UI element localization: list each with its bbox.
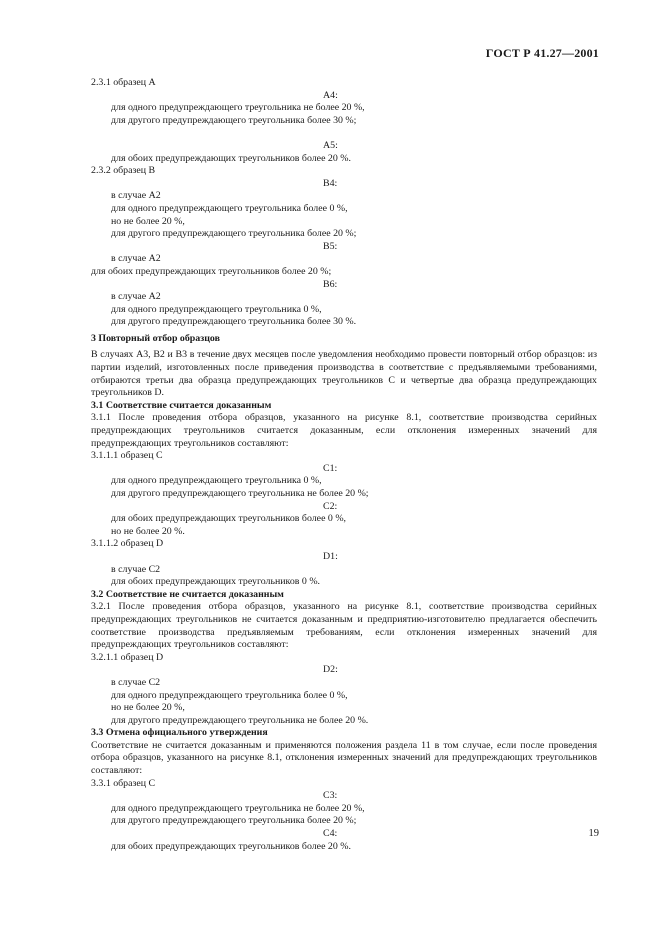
condition-line: для одного предупреждающего треугольника не более 20 %,	[111, 802, 365, 814]
condition-line: но не более 20 %.	[111, 525, 185, 537]
condition-line: для другого предупреждающего треугольника более 20 %;	[111, 228, 357, 240]
case-label: С3:	[323, 790, 338, 802]
paragraph: 3.2.1 После проведения отбора образцов, указанного на рисунке 8.1, соответствие производства серийных предупреждающих треугольников не считается доказанным и предприятию-изготовителю предлагается обеспечить соответствие производства предъявляемым требованиям, если отклонения измеренных значений для предупреждающих треугольников составляют:	[91, 601, 597, 651]
clause-heading: 2.3.1 образец А	[91, 77, 156, 88]
condition-line: для обоих предупреждающих треугольников более 0 %,	[111, 513, 347, 525]
clause-heading: 3.2.1.1 образец D	[91, 651, 164, 663]
case-label: В4:	[323, 177, 338, 189]
clause-heading: 3.3.1 образец С	[91, 777, 156, 789]
case-label: В5:	[323, 240, 338, 252]
section-heading: 3 Повторный отбор образцов	[91, 332, 220, 344]
document-body	[91, 77, 597, 853]
condition-line: для обоих предупреждающих треугольников более 20 %.	[111, 840, 351, 852]
condition-line: для другого предупреждающего треугольника не более 20 %;	[111, 488, 369, 499]
condition-line: для другого предупреждающего треугольника не более 20 %.	[111, 714, 369, 726]
condition-line: но не более 20 %,	[111, 702, 185, 714]
page-number: 19	[588, 828, 599, 839]
condition-line: для другого предупреждающего треугольника более 30 %.	[111, 316, 357, 328]
case-label: С1:	[323, 462, 338, 474]
paragraph: В случаях А3, В2 и В3 в течение двух месяцев после уведомления необходимо провести повторный отбор образцов: из партии изделий, изготовленных после приведения производства в соответствие с предъявляемыми требованиями, отбираются третьи два образца предупреждающих треугольников С и четвертые два образца предупреждающих треугольников D.	[91, 349, 597, 399]
condition-line: для одного предупреждающего треугольника 0 %,	[111, 303, 322, 315]
standard-header: ГОСТ Р 41.27—2001	[485, 46, 599, 60]
case-label: В6:	[323, 278, 338, 290]
condition-line: для другого предупреждающего треугольника более 20 %;	[111, 815, 357, 827]
case-label: С2:	[323, 500, 338, 512]
clause-heading: 3.1.1.2 образец D	[91, 538, 164, 550]
condition-line: в случае А2	[111, 291, 161, 303]
case-label: D1:	[323, 550, 338, 562]
paragraph: Соответствие не считается доказанным и применяются положения раздела 11 в том случае, если после проведения отбора образцов, указанного на рисунке 8.1, отклонения измеренных значений для предупреждающих треугольников составляют:	[91, 739, 597, 777]
case-label: D2:	[323, 664, 338, 676]
subsection-heading: 3.3 Отмена официального утверждения	[91, 727, 268, 739]
condition-line: в случае А2	[111, 190, 161, 202]
condition-line: в случае С2	[111, 563, 161, 575]
condition-line: для другого предупреждающего треугольника более 30 %;	[111, 114, 357, 126]
clause-heading: 3.1.1.1 образец С	[91, 450, 163, 462]
condition-line: в случае А2	[111, 253, 161, 265]
condition-line: но не более 20 %,	[111, 215, 185, 227]
condition-line: для обоих предупреждающих треугольников более 20 %.	[111, 152, 351, 164]
clause-heading: 2.3.2 образец В	[91, 165, 156, 177]
subsection-heading: 3.1 Соответствие считается доказанным	[91, 399, 272, 411]
condition-line: для одного предупреждающего треугольника не более 20 %,	[111, 102, 365, 114]
condition-line: для одного предупреждающего треугольника более 0 %,	[111, 689, 348, 701]
condition-line: в случае С2	[111, 676, 161, 688]
case-label: С4:	[323, 828, 338, 840]
case-label: А5:	[323, 139, 338, 151]
case-label: А4:	[323, 89, 338, 101]
condition-line: для обоих предупреждающих треугольников 0 %.	[111, 576, 321, 588]
condition-line: для одного предупреждающего треугольника более 0 %,	[111, 202, 348, 214]
condition-line: для обоих предупреждающих треугольников более 20 %;	[91, 265, 332, 277]
paragraph: 3.1.1 После проведения отбора образцов, указанного на рисунке 8.1, соответствие производства серийных предупреждающих треугольников считается доказанным, если отклонения измеренных значений для предупреждающих треугольников составляют:	[91, 412, 597, 449]
subsection-heading: 3.2 Соответствие не считается доказанным	[91, 588, 284, 600]
condition-line: для одного предупреждающего треугольника 0 %,	[111, 475, 322, 487]
